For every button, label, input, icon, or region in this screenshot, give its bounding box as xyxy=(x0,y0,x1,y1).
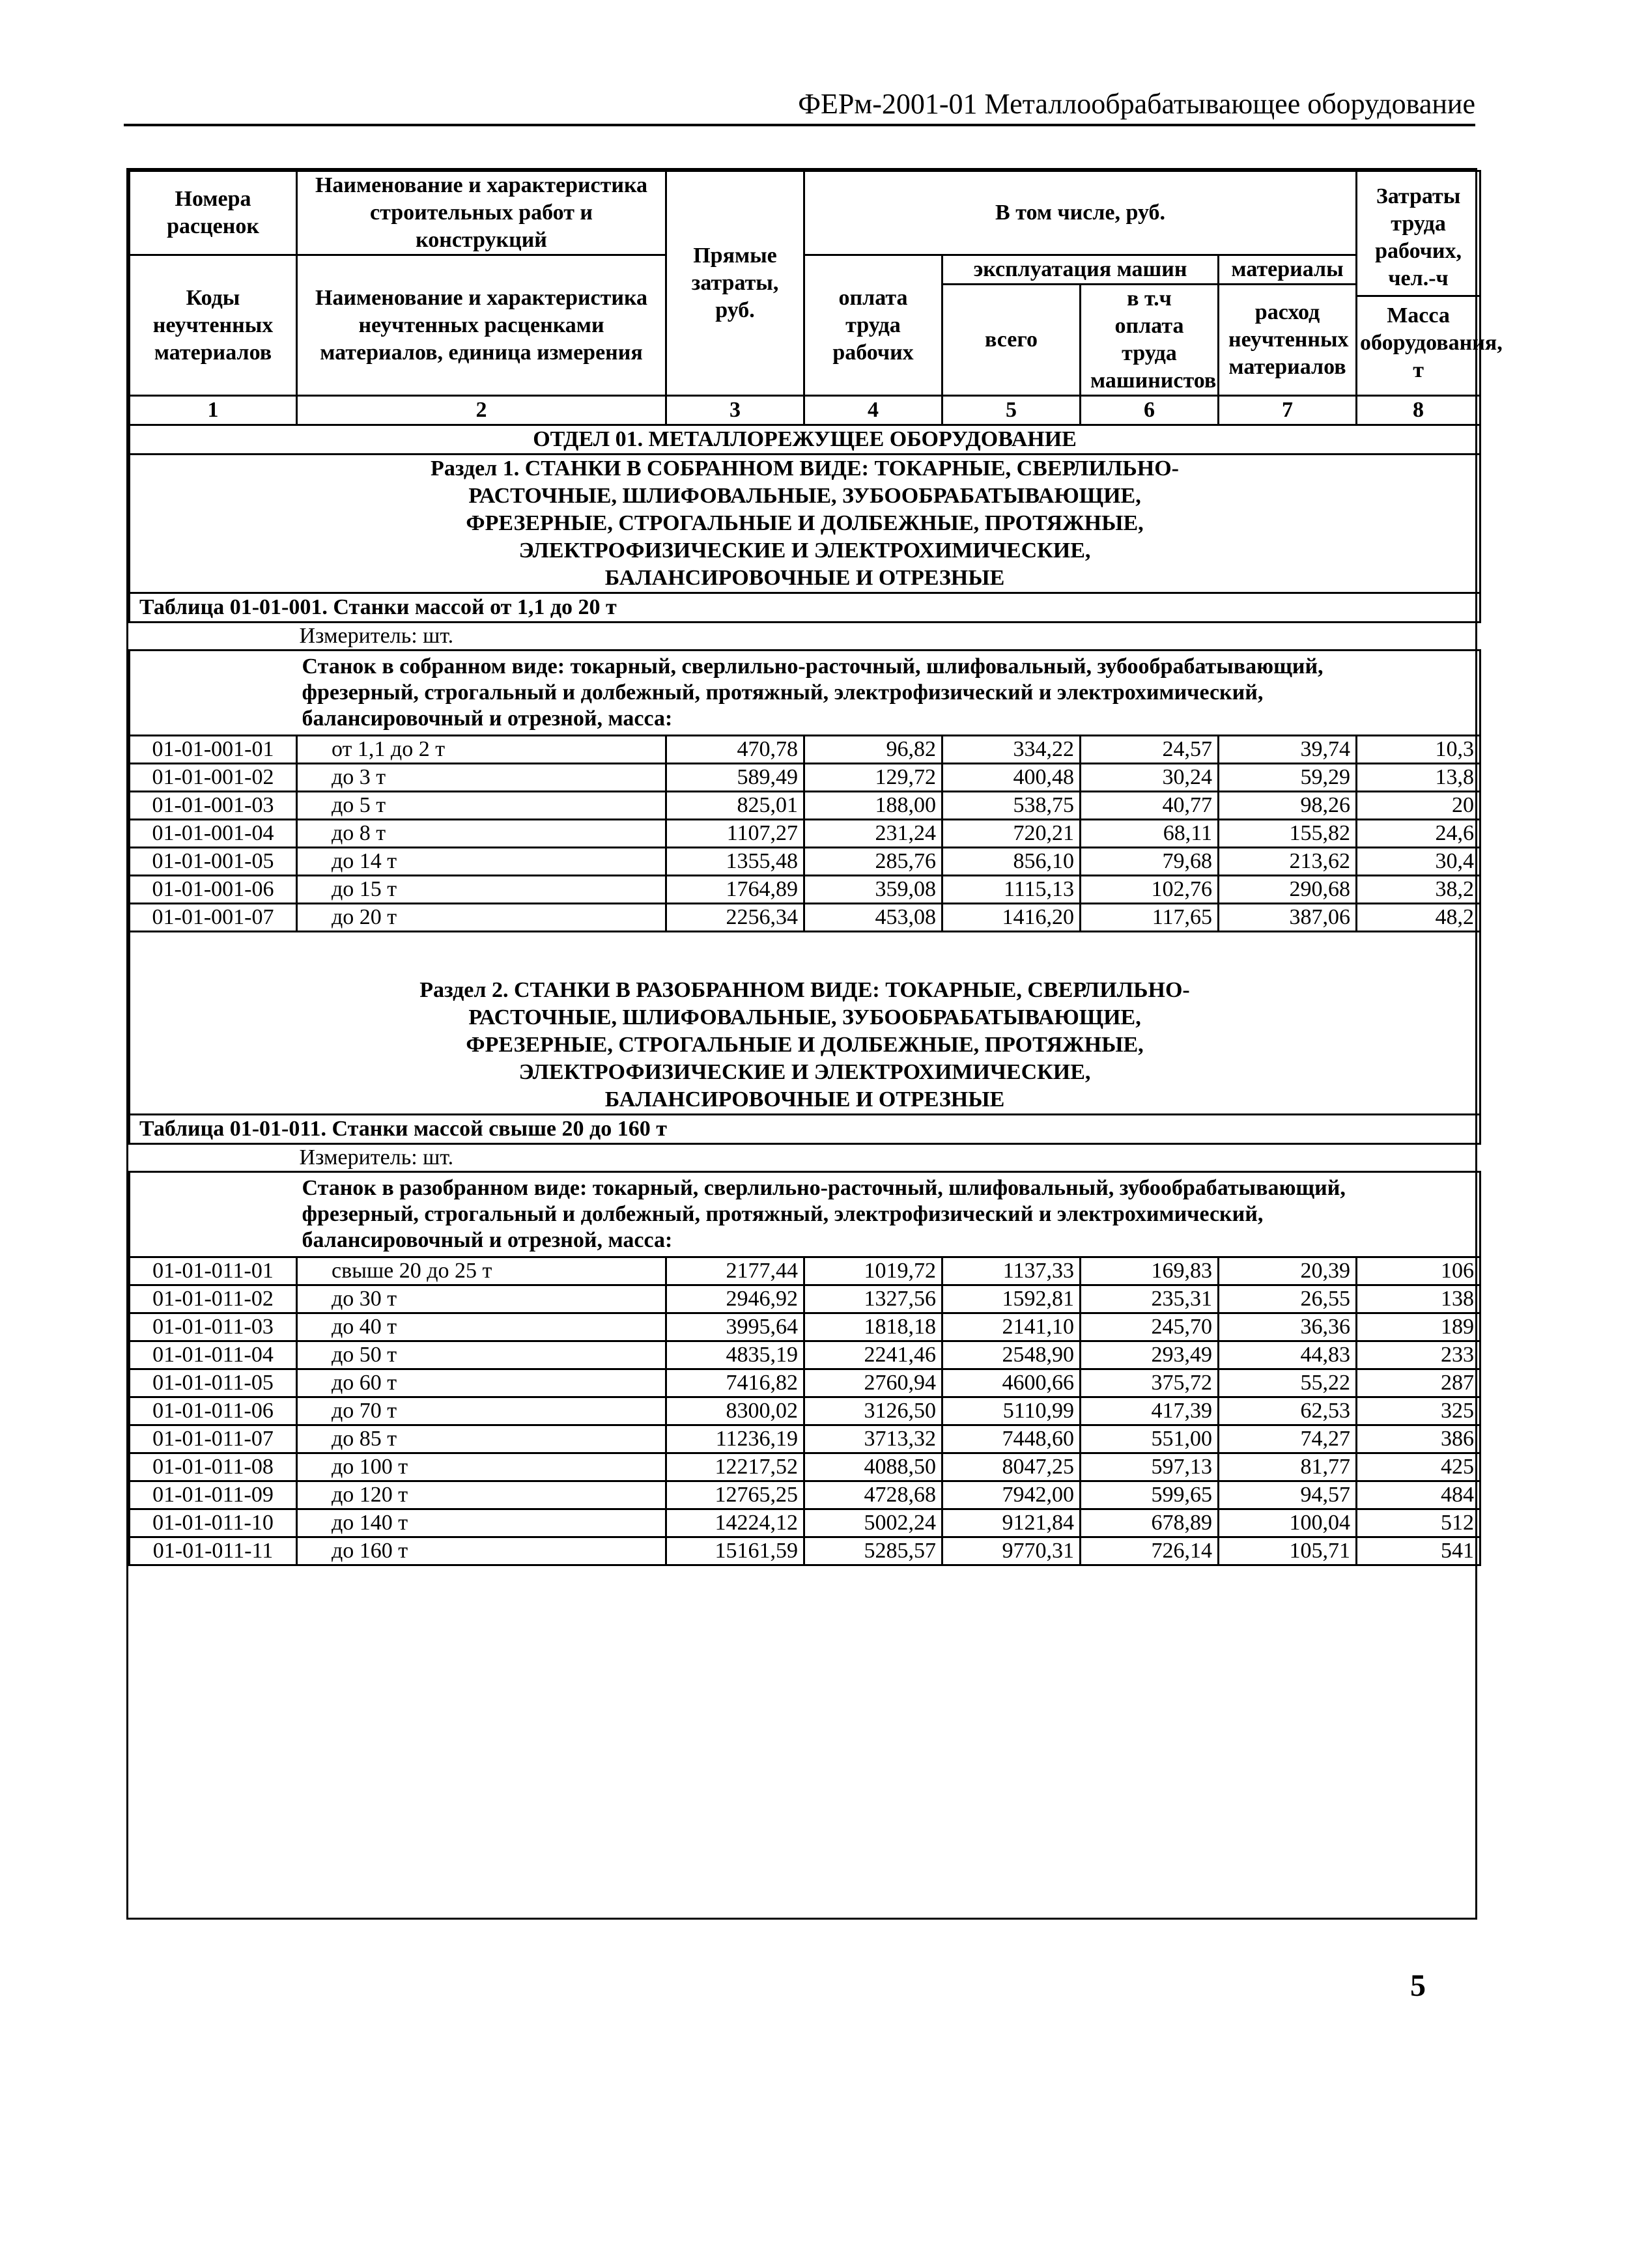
header-col1-top: Номера расценок xyxy=(130,171,297,255)
value-cell-c4: 2760,94 xyxy=(804,1369,942,1397)
value-cell-c8: 24,6 xyxy=(1357,820,1480,848)
value-cell-c3: 589,49 xyxy=(666,764,804,792)
rate-code-cell: 01-01-001-01 xyxy=(130,736,297,764)
section-title-line: РАСТОЧНЫЕ, ШЛИФОВАЛЬНЫЕ, ЗУБООБРАБАТЫВАЮЩИЕ, xyxy=(468,484,1141,508)
table-row xyxy=(130,1481,1480,1509)
header-col8-top: Затраты труда рабочих, чел.-ч xyxy=(1357,179,1479,297)
section-description xyxy=(297,1172,1480,1257)
section-description xyxy=(297,651,1480,736)
description-spacer xyxy=(130,1172,297,1257)
value-cell-c5: 1592,81 xyxy=(942,1285,1081,1313)
section-title-line: РАСТОЧНЫЕ, ШЛИФОВАЛЬНЫЕ, ЗУБООБРАБАТЫВАЮЩИЕ, xyxy=(468,1005,1141,1029)
rate-name-cell: до 3 т xyxy=(297,764,666,792)
table-row xyxy=(130,1425,1480,1453)
rate-code-cell: 01-01-011-10 xyxy=(130,1509,297,1537)
rate-name-cell: до 160 т xyxy=(297,1537,666,1565)
table-row xyxy=(130,792,1480,820)
value-cell-c6: 30,24 xyxy=(1081,764,1219,792)
value-cell-c6: 68,11 xyxy=(1081,820,1219,848)
value-cell-c7: 20,39 xyxy=(1219,1257,1357,1285)
value-cell-c5: 4600,66 xyxy=(942,1369,1081,1397)
value-cell-c4: 359,08 xyxy=(804,876,942,904)
column-number-cell: 4 xyxy=(804,396,942,425)
value-cell-c5: 8047,25 xyxy=(942,1453,1081,1481)
value-cell-c6: 417,39 xyxy=(1081,1397,1219,1425)
value-cell-c4: 231,24 xyxy=(804,820,942,848)
value-cell-c7: 62,53 xyxy=(1219,1397,1357,1425)
value-cell-c8: 10,3 xyxy=(1357,736,1480,764)
value-cell-c3: 12765,25 xyxy=(666,1481,804,1509)
value-cell-c8: 386 xyxy=(1357,1425,1480,1453)
value-cell-c3: 825,01 xyxy=(666,792,804,820)
description-spacer xyxy=(130,651,297,736)
value-cell-c7: 59,29 xyxy=(1219,764,1357,792)
table-row xyxy=(130,848,1480,876)
value-cell-c6: 117,65 xyxy=(1081,904,1219,932)
rate-name-cell: до 70 т xyxy=(297,1397,666,1425)
value-cell-c3: 3995,64 xyxy=(666,1313,804,1341)
header-col2-top: Наименование и характеристика строительных работ и конструкций xyxy=(297,171,666,255)
rate-code-cell: 01-01-011-08 xyxy=(130,1453,297,1481)
column-number-cell: 8 xyxy=(1357,396,1480,425)
value-cell-c5: 1115,13 xyxy=(942,876,1081,904)
section-title-line: ФРЕЗЕРНЫЕ, СТРОГАЛЬНЫЕ И ДОЛБЕЖНЫЕ, ПРОТЯЖНЫЕ, xyxy=(466,1033,1144,1057)
value-cell-c3: 1355,48 xyxy=(666,848,804,876)
header-col8 xyxy=(1357,171,1503,396)
rate-code-cell: 01-01-011-05 xyxy=(130,1369,297,1397)
rate-name-cell: до 50 т xyxy=(297,1341,666,1369)
section-title-line: ФРЕЗЕРНЫЕ, СТРОГАЛЬНЫЕ И ДОЛБЕЖНЫЕ, ПРОТЯЖНЫЕ, xyxy=(466,511,1144,535)
value-cell-c3: 1107,27 xyxy=(666,820,804,848)
value-cell-c4: 96,82 xyxy=(804,736,942,764)
value-cell-c4: 5285,57 xyxy=(804,1537,942,1565)
value-cell-c5: 7448,60 xyxy=(942,1425,1081,1453)
value-cell-c7: 94,57 xyxy=(1219,1481,1357,1509)
rate-code-cell: 01-01-011-09 xyxy=(130,1481,297,1509)
value-cell-c3: 14224,12 xyxy=(666,1509,804,1537)
value-cell-c8: 541 xyxy=(1357,1537,1480,1565)
value-cell-c3: 1764,89 xyxy=(666,876,804,904)
header-col2-bottom: Наименование и характеристика неучтенных расценками материалов, единица измерения xyxy=(297,255,666,396)
section-title-line: ЭЛЕКТРОФИЗИЧЕСКИЕ И ЭЛЕКТРОХИМИЧЕСКИЕ, xyxy=(518,1060,1091,1084)
table-row xyxy=(130,876,1480,904)
value-cell-c4: 5002,24 xyxy=(804,1509,942,1537)
description-line: балансировочный и отрезной, масса: xyxy=(302,707,673,731)
description-line: Станок в собранном виде: токарный, сверлильно-расточный, шлифовальный, зубообрабатывающий, xyxy=(302,654,1324,679)
rate-name-cell: до 15 т xyxy=(297,876,666,904)
value-cell-c3: 4835,19 xyxy=(666,1341,804,1369)
column-number-cell: 5 xyxy=(942,396,1081,425)
header-col7: расход неучтенных материалов xyxy=(1219,285,1357,396)
measure-unit: Измеритель: шт. xyxy=(297,1144,1480,1172)
value-cell-c8: 13,8 xyxy=(1357,764,1480,792)
value-cell-c6: 726,14 xyxy=(1081,1537,1219,1565)
rate-name-cell: от 1,1 до 2 т xyxy=(297,736,666,764)
table-row xyxy=(130,820,1480,848)
table-row xyxy=(130,1313,1480,1341)
value-cell-c7: 387,06 xyxy=(1219,904,1357,932)
value-cell-c7: 44,83 xyxy=(1219,1341,1357,1369)
value-cell-c3: 2256,34 xyxy=(666,904,804,932)
table-row xyxy=(130,1257,1480,1285)
value-cell-c4: 2241,46 xyxy=(804,1341,942,1369)
value-cell-c7: 36,36 xyxy=(1219,1313,1357,1341)
column-number-cell: 3 xyxy=(666,396,804,425)
table-row xyxy=(130,1285,1480,1313)
price-table-sheet xyxy=(126,168,1503,1920)
rate-name-cell: до 5 т xyxy=(297,792,666,820)
value-cell-c6: 597,13 xyxy=(1081,1453,1219,1481)
rate-name-cell: до 120 т xyxy=(297,1481,666,1509)
department-title: ОТДЕЛ 01. МЕТАЛЛОРЕЖУЩЕЕ ОБОРУДОВАНИЕ xyxy=(130,425,1480,455)
measure-spacer xyxy=(130,1144,297,1172)
description-line: балансировочный и отрезной, масса: xyxy=(302,1228,673,1252)
value-cell-c4: 4088,50 xyxy=(804,1453,942,1481)
table-row xyxy=(130,1397,1480,1425)
value-cell-c5: 856,10 xyxy=(942,848,1081,876)
section-title-line: Раздел 2. СТАНКИ В РАЗОБРАННОМ ВИДЕ: ТОКАРНЫЕ, СВЕРЛИЛЬНО- xyxy=(419,978,1190,1002)
value-cell-c4: 1327,56 xyxy=(804,1285,942,1313)
rate-name-cell: до 140 т xyxy=(297,1509,666,1537)
rate-code-cell: 01-01-011-06 xyxy=(130,1397,297,1425)
section-title xyxy=(130,932,1480,1115)
value-cell-c7: 26,55 xyxy=(1219,1285,1357,1313)
value-cell-c7: 213,62 xyxy=(1219,848,1357,876)
table-title: Таблица 01-01-011. Станки массой свыше 20 до 160 т xyxy=(130,1115,1480,1144)
value-cell-c5: 334,22 xyxy=(942,736,1081,764)
rate-name-cell: до 20 т xyxy=(297,904,666,932)
rate-name-cell: до 8 т xyxy=(297,820,666,848)
value-cell-c7: 105,71 xyxy=(1219,1537,1357,1565)
value-cell-c7: 290,68 xyxy=(1219,876,1357,904)
value-cell-c7: 74,27 xyxy=(1219,1425,1357,1453)
rate-name-cell: до 14 т xyxy=(297,848,666,876)
rate-name-cell: свыше 20 до 25 т xyxy=(297,1257,666,1285)
value-cell-c4: 3713,32 xyxy=(804,1425,942,1453)
value-cell-c7: 155,82 xyxy=(1219,820,1357,848)
value-cell-c7: 39,74 xyxy=(1219,736,1357,764)
value-cell-c8: 30,4 xyxy=(1357,848,1480,876)
header-col4: оплата труда рабочих xyxy=(804,255,942,396)
value-cell-c4: 453,08 xyxy=(804,904,942,932)
rate-code-cell: 01-01-001-05 xyxy=(130,848,297,876)
value-cell-c4: 1019,72 xyxy=(804,1257,942,1285)
value-cell-c6: 245,70 xyxy=(1081,1313,1219,1341)
price-table xyxy=(128,170,1503,1566)
value-cell-c3: 7416,82 xyxy=(666,1369,804,1397)
value-cell-c8: 20 xyxy=(1357,792,1480,820)
table-row xyxy=(130,736,1480,764)
value-cell-c8: 106 xyxy=(1357,1257,1480,1285)
value-cell-c6: 235,31 xyxy=(1081,1285,1219,1313)
value-cell-c3: 12217,52 xyxy=(666,1453,804,1481)
rate-name-cell: до 85 т xyxy=(297,1425,666,1453)
value-cell-c8: 287 xyxy=(1357,1369,1480,1397)
measure-spacer xyxy=(130,623,297,651)
value-cell-c7: 98,26 xyxy=(1219,792,1357,820)
rate-code-cell: 01-01-011-01 xyxy=(130,1257,297,1285)
page-number: 5 xyxy=(1410,1968,1426,2003)
value-cell-c4: 4728,68 xyxy=(804,1481,942,1509)
value-cell-c5: 2548,90 xyxy=(942,1341,1081,1369)
value-cell-c4: 3126,50 xyxy=(804,1397,942,1425)
value-cell-c8: 512 xyxy=(1357,1509,1480,1537)
description-line: фрезерный, строгальный и долбежный, протяжный, электрофизический и электрохимический, xyxy=(302,1202,1264,1226)
value-cell-c5: 9121,84 xyxy=(942,1509,1081,1537)
table-row xyxy=(130,904,1480,932)
value-cell-c3: 15161,59 xyxy=(666,1537,804,1565)
value-cell-c5: 9770,31 xyxy=(942,1537,1081,1565)
rate-code-cell: 01-01-001-07 xyxy=(130,904,297,932)
measure-unit: Измеритель: шт. xyxy=(297,623,1480,651)
table-row xyxy=(130,1509,1480,1537)
rate-name-cell: до 60 т xyxy=(297,1369,666,1397)
value-cell-c6: 169,83 xyxy=(1081,1257,1219,1285)
value-cell-c5: 1416,20 xyxy=(942,904,1081,932)
value-cell-c8: 425 xyxy=(1357,1453,1480,1481)
section-title xyxy=(130,455,1480,593)
header-col3: Прямые затраты, руб. xyxy=(666,171,804,396)
rate-code-cell: 01-01-011-11 xyxy=(130,1537,297,1565)
value-cell-c4: 129,72 xyxy=(804,764,942,792)
value-cell-c6: 293,49 xyxy=(1081,1341,1219,1369)
value-cell-c5: 720,21 xyxy=(942,820,1081,848)
rate-code-cell: 01-01-011-04 xyxy=(130,1341,297,1369)
table-title: Таблица 01-01-001. Станки массой от 1,1 до 20 т xyxy=(130,593,1480,623)
table-row xyxy=(130,1369,1480,1397)
value-cell-c5: 7942,00 xyxy=(942,1481,1081,1509)
section-title-line: БАЛАНСИРОВОЧНЫЕ И ОТРЕЗНЫЕ xyxy=(604,566,1005,590)
value-cell-c8: 325 xyxy=(1357,1397,1480,1425)
rate-code-cell: 01-01-011-07 xyxy=(130,1425,297,1453)
value-cell-c6: 678,89 xyxy=(1081,1509,1219,1537)
table-row xyxy=(130,1341,1480,1369)
table-row xyxy=(130,764,1480,792)
value-cell-c7: 81,77 xyxy=(1219,1453,1357,1481)
value-cell-c4: 188,00 xyxy=(804,792,942,820)
value-cell-c8: 233 xyxy=(1357,1341,1480,1369)
rate-code-cell: 01-01-001-04 xyxy=(130,820,297,848)
rate-code-cell: 01-01-001-06 xyxy=(130,876,297,904)
value-cell-c5: 538,75 xyxy=(942,792,1081,820)
value-cell-c6: 79,68 xyxy=(1081,848,1219,876)
header-col1-bottom: Коды неучтенных материалов xyxy=(130,255,297,396)
rate-name-cell: до 100 т xyxy=(297,1453,666,1481)
description-line: фрезерный, строгальный и долбежный, протяжный, электрофизический и электрохимический, xyxy=(302,680,1264,705)
value-cell-c5: 5110,99 xyxy=(942,1397,1081,1425)
value-cell-c5: 2141,10 xyxy=(942,1313,1081,1341)
value-cell-c8: 189 xyxy=(1357,1313,1480,1341)
value-cell-c8: 484 xyxy=(1357,1481,1480,1509)
value-cell-c5: 400,48 xyxy=(942,764,1081,792)
section-title-line: БАЛАНСИРОВОЧНЫЕ И ОТРЕЗНЫЕ xyxy=(604,1087,1005,1112)
value-cell-c6: 551,00 xyxy=(1081,1425,1219,1453)
value-cell-c3: 11236,19 xyxy=(666,1425,804,1453)
column-number-cell: 2 xyxy=(297,396,666,425)
rate-name-cell: до 30 т xyxy=(297,1285,666,1313)
value-cell-c8: 38,2 xyxy=(1357,876,1480,904)
header-materials: материалы xyxy=(1219,255,1357,285)
header-col5: всего xyxy=(942,285,1081,396)
value-cell-c6: 375,72 xyxy=(1081,1369,1219,1397)
running-header: ФЕРм-2001-01 Металлообрабатывающее оборудование xyxy=(124,86,1475,126)
header-col6: в т.ч оплата труда машинистов xyxy=(1081,285,1219,396)
value-cell-c3: 470,78 xyxy=(666,736,804,764)
section-title-line: Раздел 1. СТАНКИ В СОБРАННОМ ВИДЕ: ТОКАРНЫЕ, СВЕРЛИЛЬНО- xyxy=(431,456,1179,481)
header-machines: эксплуатация машин xyxy=(942,255,1219,285)
value-cell-c8: 138 xyxy=(1357,1285,1480,1313)
value-cell-c4: 285,76 xyxy=(804,848,942,876)
value-cell-c8: 48,2 xyxy=(1357,904,1480,932)
table-row xyxy=(130,1453,1480,1481)
rate-name-cell: до 40 т xyxy=(297,1313,666,1341)
value-cell-c4: 1818,18 xyxy=(804,1313,942,1341)
value-cell-c6: 40,77 xyxy=(1081,792,1219,820)
table-row xyxy=(130,1537,1480,1565)
value-cell-c7: 55,22 xyxy=(1219,1369,1357,1397)
section-title-line: ЭЛЕКТРОФИЗИЧЕСКИЕ И ЭЛЕКТРОХИМИЧЕСКИЕ, xyxy=(518,539,1091,563)
column-number-cell: 6 xyxy=(1081,396,1219,425)
column-number-cell: 1 xyxy=(130,396,297,425)
value-cell-c6: 599,65 xyxy=(1081,1481,1219,1509)
description-line: Станок в разобранном виде: токарный, сверлильно-расточный, шлифовальный, зубообрабатывающий, xyxy=(302,1176,1346,1200)
value-cell-c6: 102,76 xyxy=(1081,876,1219,904)
rate-code-cell: 01-01-001-03 xyxy=(130,792,297,820)
value-cell-c3: 2946,92 xyxy=(666,1285,804,1313)
value-cell-c3: 8300,02 xyxy=(666,1397,804,1425)
value-cell-c5: 1137,33 xyxy=(942,1257,1081,1285)
value-cell-c6: 24,57 xyxy=(1081,736,1219,764)
header-col8-bottom: Масса оборудования, т xyxy=(1360,303,1503,382)
rate-code-cell: 01-01-001-02 xyxy=(130,764,297,792)
header-group: В том числе, руб. xyxy=(804,171,1357,255)
value-cell-c7: 100,04 xyxy=(1219,1509,1357,1537)
rate-code-cell: 01-01-011-02 xyxy=(130,1285,297,1313)
value-cell-c3: 2177,44 xyxy=(666,1257,804,1285)
rate-code-cell: 01-01-011-03 xyxy=(130,1313,297,1341)
column-number-cell: 7 xyxy=(1219,396,1357,425)
